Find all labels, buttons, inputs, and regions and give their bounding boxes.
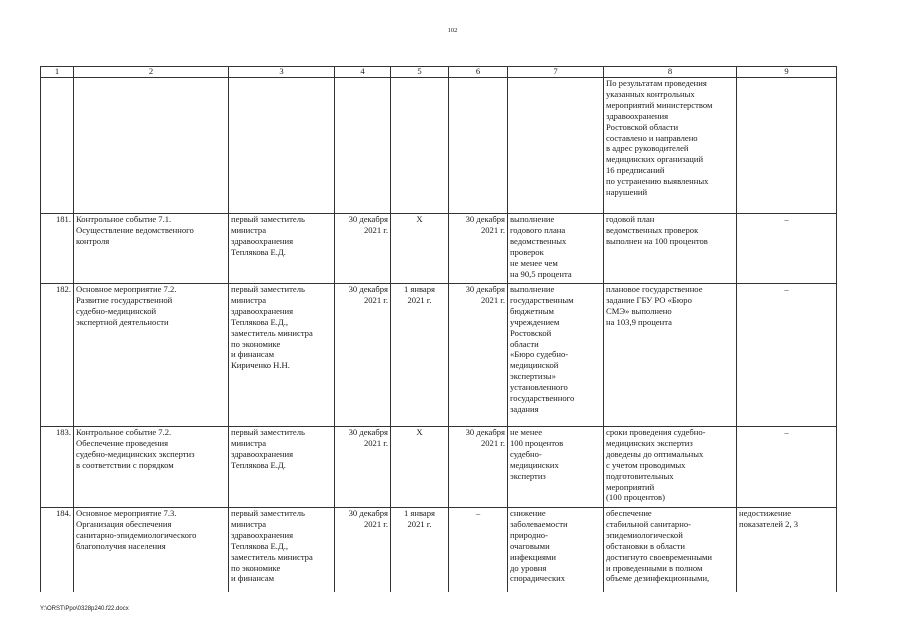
- row-number-cell: 181.: [41, 214, 74, 284]
- actual-result-cell: плановое государственное задание ГБУ РО «Бюро СМЭ» выполнено на 103,9 процента: [604, 284, 737, 427]
- notes-cell: –: [737, 427, 837, 508]
- plan-date-cell: [335, 78, 391, 214]
- column-header: 5: [391, 67, 449, 78]
- column-header: 2: [74, 67, 229, 78]
- notes-cell: недостижение показателей 2, 3: [737, 508, 837, 593]
- event-cell: Контрольное событие 7.2. Обеспечение проведения судебно-медицинских экспертиз в соответствии с порядком: [74, 427, 229, 508]
- expected-result-cell: не менее 100 процентов судебно- медицинских экспертиз: [508, 427, 604, 508]
- responsible-cell: первый заместитель министра здравоохранения Теплякова Е.Д., заместитель министра по экономике и финансам Кириченко Н.Н.: [229, 284, 335, 427]
- report-table: [40, 66, 837, 592]
- actual-result-cell: По результатам проведения указанных контрольных мероприятий министерством здравоохранения Ростовской области составлено и направлено в адрес руководителей медицинских организаций 16 предписаний по устранению выявленных нарушений: [604, 78, 737, 214]
- expected-result-cell: выполнение государственным бюджетным учреждением Ростовской области «Бюро судебно- медицинской экспертизы» установленного государственного задания: [508, 284, 604, 427]
- start-date-cell: 1 января 2021 г.: [391, 508, 449, 593]
- actual-result-cell: сроки проведения судебно- медицинских экспертиз доведены до оптимальных с учетом проводимых подготовительных мероприятий (100 процентов): [604, 427, 737, 508]
- table-row: [41, 508, 837, 593]
- column-header: 9: [737, 67, 837, 78]
- start-date-cell: 1 января 2021 г.: [391, 284, 449, 427]
- column-header: 4: [335, 67, 391, 78]
- file-path-footer: Y:\ORST\Ppo\0328p240.f22.docx: [40, 606, 129, 612]
- column-header: 8: [604, 67, 737, 78]
- end-date-cell: –: [449, 508, 508, 593]
- row-number-cell: 183.: [41, 427, 74, 508]
- end-date-cell: 30 декабря 2021 г.: [449, 427, 508, 508]
- expected-result-cell: снижение заболеваемости природно- очаговыми инфекциями до уровня спорадических: [508, 508, 604, 593]
- table-row: [41, 427, 837, 508]
- plan-date-cell: 30 декабря 2021 г.: [335, 214, 391, 284]
- start-date-cell: Х: [391, 427, 449, 508]
- actual-result-cell: обеспечение стабильной санитарно- эпидемиологической обстановки в области достигнуто своевременными и проведенными в полном объеме дезинфекционными,: [604, 508, 737, 593]
- row-number-cell: 184.: [41, 508, 74, 593]
- table-row: [41, 214, 837, 284]
- table-row: [41, 78, 837, 214]
- column-number-row: [41, 67, 837, 78]
- notes-cell: –: [737, 214, 837, 284]
- expected-result-cell: [508, 78, 604, 214]
- notes-cell: [737, 78, 837, 214]
- notes-cell: –: [737, 284, 837, 427]
- column-header: 6: [449, 67, 508, 78]
- event-cell: Основное мероприятие 7.2. Развитие государственной судебно-медицинской экспертной деятельности: [74, 284, 229, 427]
- table-row: [41, 284, 837, 427]
- responsible-cell: первый заместитель министра здравоохранения Теплякова Е.Д.: [229, 214, 335, 284]
- end-date-cell: 30 декабря 2021 г.: [449, 214, 508, 284]
- plan-date-cell: 30 декабря 2021 г.: [335, 284, 391, 427]
- start-date-cell: [391, 78, 449, 214]
- plan-date-cell: 30 декабря 2021 г.: [335, 427, 391, 508]
- end-date-cell: [449, 78, 508, 214]
- plan-date-cell: 30 декабря 2021 г.: [335, 508, 391, 593]
- end-date-cell: 30 декабря 2021 г.: [449, 284, 508, 427]
- row-number-cell: 182.: [41, 284, 74, 427]
- responsible-cell: первый заместитель министра здравоохранения Теплякова Е.Д., заместитель министра по экономике и финансам: [229, 508, 335, 593]
- responsible-cell: [229, 78, 335, 214]
- start-date-cell: Х: [391, 214, 449, 284]
- responsible-cell: первый заместитель министра здравоохранения Теплякова Е.Д.: [229, 427, 335, 508]
- page-number: 102: [447, 27, 458, 34]
- column-header: 3: [229, 67, 335, 78]
- actual-result-cell: годовой план ведомственных проверок выполнен на 100 процентов: [604, 214, 737, 284]
- column-header: 7: [508, 67, 604, 78]
- row-number-cell: [41, 78, 74, 214]
- expected-result-cell: выполнение годового плана ведомственных проверок не менее чем на 90,5 процента: [508, 214, 604, 284]
- event-cell: Контрольное событие 7.1. Осуществление ведомственного контроля: [74, 214, 229, 284]
- column-header: 1: [41, 67, 74, 78]
- event-cell: [74, 78, 229, 214]
- event-cell: Основное мероприятие 7.3. Организация обеспечения санитарно-эпидемиологического благополучия населения: [74, 508, 229, 593]
